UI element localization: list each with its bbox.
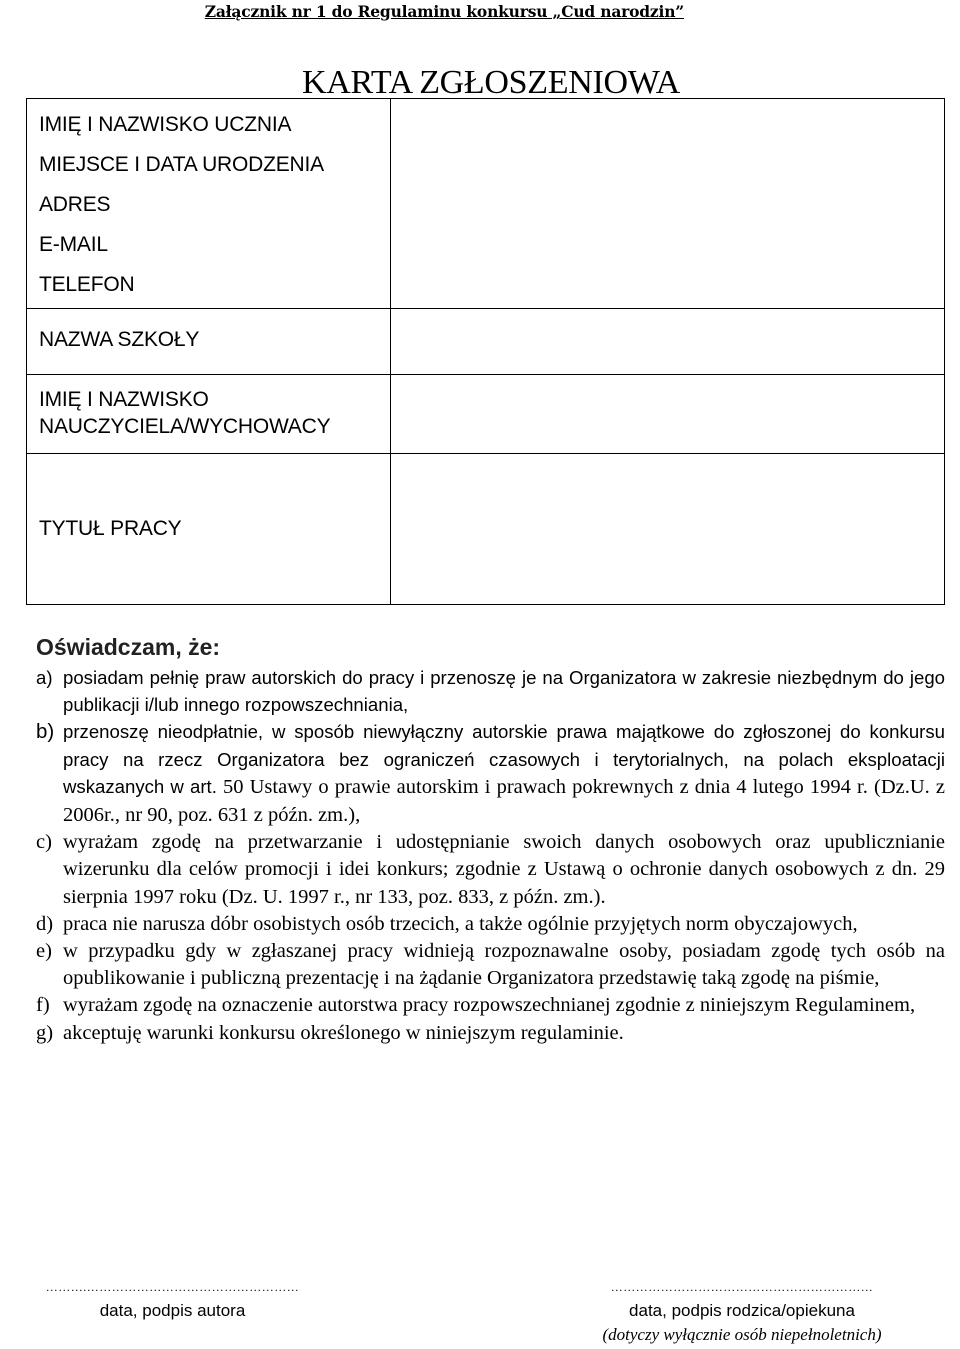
item-text: wyrażam zgodę na przetwarzanie i udostępnianie swoich danych osobowych oraz upublicznianie wizerunku dla celów promocji i idei konkurs; zgodnie z Ustawą o ochronie danych osobowych z dn. 29 sierpnia 1997 roku (Dz. U. 1997 r., nr 133, poz. 833, z późn. zm.).	[63, 831, 945, 908]
item-text: przenoszę nieodpłatnie, w sposób niewyłączny autorskie prawa majątkowe do zgłoszonej do konkursu pracy na rzecz Organizatora bez ograniczeń czasowych i terytorialnych, na polach eksploatacji wskazanych w art.	[63, 721, 945, 797]
declaration-item-f	[36, 992, 945, 1019]
declaration-item-c	[36, 829, 945, 911]
row-school	[27, 308, 390, 375]
label-birth-place-date: MIEJSCE I DATA URODZENIA	[39, 153, 324, 176]
item-text: wyrażam zgodę na oznaczenie autorstwa pracy rozpowszechnianej zgodnie z niniejszym Regulaminem,	[63, 994, 916, 1017]
parent-signature-caption: data, podpis rodzica/opiekuna	[629, 1301, 855, 1320]
item-marker: c)	[36, 831, 52, 854]
declaration-item-g	[36, 1020, 945, 1047]
item-marker: e)	[36, 940, 52, 963]
parent-signature-block	[572, 1280, 912, 1345]
item-text-continued: 50 Ustawy o prawie autorskim i prawach pokrewnych z dnia 4 lutego 1994 r. (Dz.U. z 2006r., nr 90, poz. 631 z późn. zm.),	[63, 775, 945, 827]
declaration-item-d	[36, 911, 945, 938]
field-school-name[interactable]	[390, 308, 944, 375]
row-divider	[27, 99, 390, 309]
label-phone: TELEFON	[39, 273, 135, 296]
row-teacher	[27, 374, 390, 454]
field-teacher-name[interactable]	[390, 374, 944, 454]
label-school-name: NAZWA SZKOŁY	[39, 328, 200, 351]
declaration-item-a	[36, 664, 945, 718]
author-signature-caption: data, podpis autora	[99, 1301, 246, 1320]
label-student-name: IMIĘ I NAZWISKO UCZNIA	[39, 113, 292, 136]
field-work-title[interactable]	[390, 453, 944, 604]
label-email: E-MAIL	[39, 233, 108, 256]
author-signature-line: ……….……………………………………………	[45, 1280, 300, 1294]
item-marker: g)	[36, 1021, 54, 1044]
label-teacher-name: IMIĘ I NAZWISKO NAUCZYCIELA/WYCHOWACY	[39, 388, 331, 438]
value-column	[390, 99, 944, 604]
item-text: w przypadku gdy w zgłaszanej pracy widnieją rozpoznawalne osoby, posiadam zgodę tych osób na opublikowanie i publiczną prezentację i na żądanie Organizatora przedstawię taką zgodę na piśmie,	[63, 940, 945, 990]
item-text: posiadam pełnię praw autorskich do pracy i przenoszę je na Organizatora w zakresie niezbędnym do jego publikacji i/lub innego rozpowszechniania,	[63, 667, 945, 716]
declaration-list	[36, 664, 945, 1047]
row-title	[27, 453, 390, 604]
parent-signature-note: (dotyczy wyłącznie osób niepełnoletnich)	[602, 1325, 882, 1344]
label-address: ADRES	[39, 193, 111, 216]
declaration-title: Oświadczam, że:	[36, 634, 221, 660]
item-marker: d)	[36, 912, 54, 935]
author-signature-block	[0, 1280, 345, 1321]
declaration-item-b	[36, 718, 945, 829]
document-header: Załącznik nr 1 do Regulaminu konkursu „Cud narodzin”	[204, 2, 684, 21]
declaration-item-e	[36, 938, 945, 992]
item-marker: f)	[36, 994, 50, 1017]
item-text: praca nie narusza dóbr osobistych osób trzecich, a także ogólnie przyjętych norm obyczajowych,	[63, 912, 858, 935]
entry-form-table	[26, 98, 945, 605]
item-marker: a)	[36, 667, 53, 688]
label-work-title: TYTUŁ PRACY	[39, 517, 182, 540]
field-personal-data[interactable]	[390, 99, 944, 309]
form-title: KARTA ZGŁOSZENIOWA	[302, 64, 680, 101]
label-column	[27, 99, 391, 604]
parent-signature-line: ………………………………………………………	[610, 1280, 874, 1294]
item-text: akceptuję warunki konkursu określonego w niniejszym regulaminie.	[63, 1021, 624, 1044]
item-marker: b)	[36, 720, 55, 744]
